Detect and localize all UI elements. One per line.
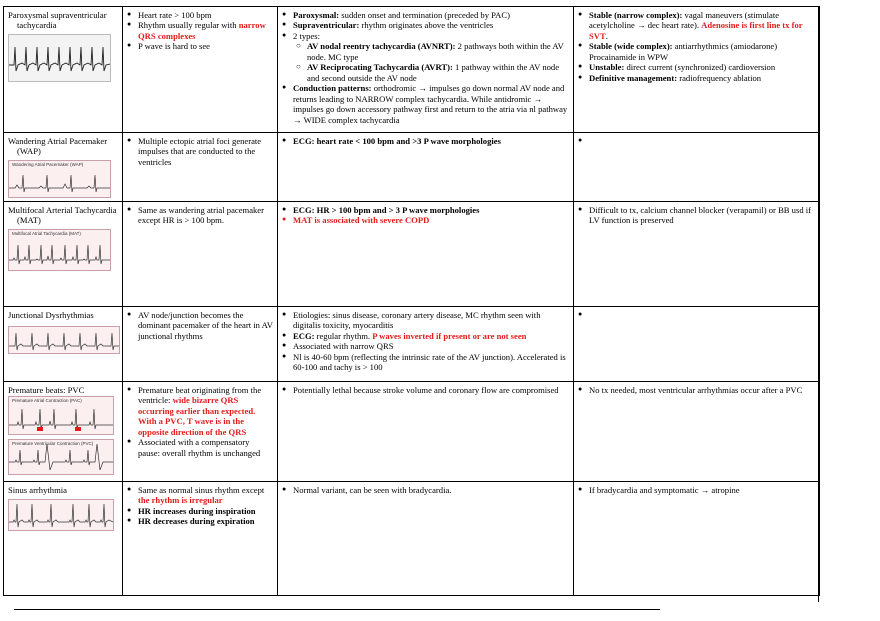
ecg-strip-image: Premature Atrial Contraction (PAC) (8, 396, 114, 435)
list-item: ● No tx needed, most ventricular arrhythmias occur after a PVC (589, 385, 815, 395)
list-item: ● Stable (wide complex): antiarrhythmics (amiodarone) Procainamide in WPW (589, 41, 815, 62)
list-item: ● If bradycardia and symptomatic → atropine (589, 485, 815, 495)
ecg-findings-cell (278, 306, 574, 381)
table-row (4, 201, 820, 306)
description-cell (123, 306, 278, 381)
treatment-cell (574, 381, 820, 481)
condition-cell (4, 7, 123, 133)
list-item: ● AV node/junction becomes the dominant pacemaker of the heart in AV junctional rhythms (138, 310, 273, 341)
ecg-findings-cell (278, 7, 574, 133)
list-item: ● Heart rate > 100 bpm (138, 10, 273, 20)
ecg-findings-cell (278, 381, 574, 481)
description-cell (123, 481, 278, 595)
list-item: ● ECG: regular rhythm. P waves inverted if present or are not seen (293, 331, 569, 341)
list-item: ● MAT is associated with severe COPD (293, 215, 569, 225)
condition-name: Wandering Atrial Pacemaker (WAP) (8, 136, 108, 157)
list-item: ● ECG: HR > 100 bpm and > 3 P wave morphologies (293, 205, 569, 215)
treatment-cell (574, 306, 820, 381)
ecg-strip-image: Premature Ventricular Contraction (PVC) (8, 439, 114, 475)
list-item: ○ AV nodal reentry tachycardia (AVNRT): 2 pathways both within the AV node. MC type (307, 41, 569, 62)
list-item: ● Associated with a compensatory pause: overall rhythm is unchanged (138, 437, 273, 458)
list-item: ● Etiologies: sinus disease, coronary artery disease, MC rhythm seen with digitalis toxicity, myocarditis (293, 310, 569, 331)
ecg-findings-cell (278, 201, 574, 306)
condition-cell (4, 306, 123, 381)
ecg-strip-image (8, 499, 114, 531)
treatment-cell (574, 133, 820, 202)
table-row (4, 481, 820, 595)
treatment-cell (574, 481, 820, 595)
footer-rule (14, 609, 660, 610)
list-item: ● ECG: heart rate < 100 bpm and >3 P wave morphologies (293, 136, 569, 146)
list-item: ● Definitive management: radiofrequency ablation (589, 73, 815, 83)
list-item: ● Same as wandering atrial pacemaker except HR is > 100 bpm. (138, 205, 273, 226)
list-item: ● Premature beat originating from the ventricle: wide bizarre QRS occurring earlier than expected. With a PVC, T wave is in the opposite direction of the QRS (138, 385, 273, 437)
list-item: ● Unstable: direct current (synchronized) cardioversion (589, 62, 815, 72)
ecg-strip-image: Multifocal Atrial Tachycardia (MAT) (8, 229, 111, 271)
condition-cell (4, 481, 123, 595)
description-cell (123, 133, 278, 202)
condition-name: Multifocal Arterial Tachycardia (MAT) (8, 204, 117, 226)
list-item: ● HR increases during inspiration (138, 506, 273, 516)
list-item: ● Normal variant, can be seen with bradycardia. (293, 485, 569, 495)
arrhythmia-table (3, 6, 820, 596)
description-cell (123, 201, 278, 306)
list-item: ● Same as normal sinus rhythm except the rhythm is irregular (138, 485, 273, 506)
table-row (4, 7, 820, 133)
condition-cell (4, 201, 123, 306)
table-row (4, 381, 820, 481)
ecg-strip-image (8, 34, 111, 82)
list-item: ● P wave is hard to see (138, 41, 273, 51)
condition-name: Junctional Dysrhythmias (8, 309, 94, 320)
list-item: ○ AV Reciprocating Tachycardia (AVRT): 1 pathway within the AV node and second outside the AV node (307, 62, 569, 83)
list-item: ● Conduction patterns: orthodromic → impulses go down normal AV node and returns leading to NARROW complex tachycardia. While antidromic → impulses go down accessory pathway first and return to the atria via nl pathway → WIDE complex tachycardia (293, 83, 569, 125)
page-edge-line (818, 6, 819, 602)
condition-name: Premature beats: PVC (8, 384, 85, 395)
list-item: ● Potentially lethal because stroke volume and coronary flow are compromised (293, 385, 569, 395)
table-row (4, 306, 820, 381)
list-item: ● Difficult to tx, calcium channel blocker (verapamil) or BB usd if LV function is preserved (589, 205, 815, 226)
list-item: ● HR decreases during expiration (138, 516, 273, 526)
treatment-cell (574, 7, 820, 133)
table-row (4, 133, 820, 202)
list-item: ● Nl is 40-60 bpm (reflecting the intrinsic rate of the AV junction). Accelerated is 60-100 and tachy is > 100 (293, 352, 569, 373)
description-cell (123, 7, 278, 133)
condition-cell (4, 381, 123, 481)
ecg-findings-cell (278, 133, 574, 202)
condition-cell (4, 133, 123, 202)
condition-name: Sinus arrhythmia (8, 484, 67, 495)
condition-name: Paroxysmal supraventricular tachycardia (8, 10, 107, 31)
list-item: ● Multiple ectopic atrial foci generate impulses that are conducted to the ventricles (138, 136, 273, 167)
list-item: ● Associated with narrow QRS (293, 341, 569, 351)
list-item: ● 2 types: ○ AV nodal reentry tachycardia (AVNRT): 2 pathways both within the AV node. MC type ○ AV Reciprocating Tachycardia (AVRT): 1 pathway within the AV node and second outside the AV node (293, 31, 569, 83)
list-item: ● Rhythm usually regular with narrow QRS complexes (138, 20, 273, 41)
list-item: ● Supraventricular: rhythm originates above the ventricles (293, 20, 569, 30)
description-cell (123, 381, 278, 481)
ecg-strip-image: Wandering Atrial Pacemaker (WAP) (8, 160, 111, 198)
ecg-findings-cell (278, 481, 574, 595)
ecg-strip-image (8, 326, 120, 354)
treatment-cell (574, 201, 820, 306)
list-item: ● Stable (narrow complex): vagal maneuvers (stimulate acetylcholine → dec heart rate). Adenosine is first line tx for SVT. (589, 10, 815, 41)
list-item: ● Paroxysmal: sudden onset and termination (preceded by PAC) (293, 10, 569, 20)
